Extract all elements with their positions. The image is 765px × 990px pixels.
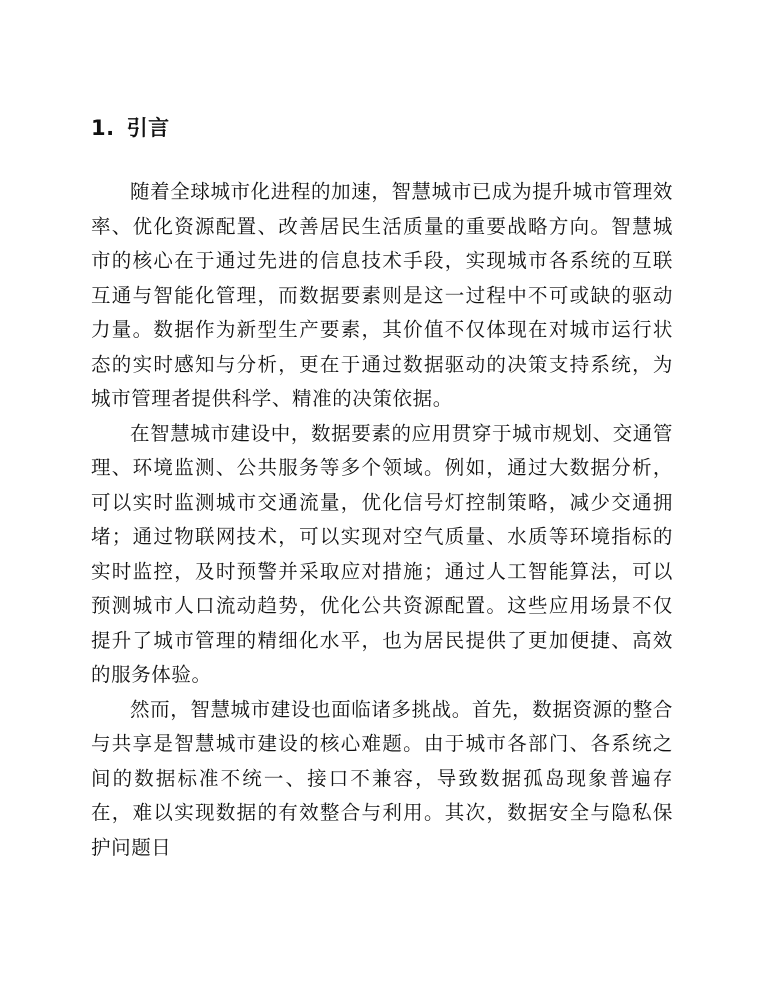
section-heading bbox=[91, 108, 673, 148]
paragraph-2: 在智慧城市建设中，数据要素的应用贯穿于城市规划、交通管理、环境监测、公共服务等多个领域。例如，通过大数据分析，可以实时监测城市交通流量，优化信号灯控制策略，减少交通拥堵；通过物联网技术，可以实现对空气质量、水质等环境指标的实时监控，及时预警并采取应对措施；通过人工智能算法，可以预测城市人口流动趋势，优化公共资源配置。这些应用场景不仅提升了城市管理的精细化水平，也为居民提供了更加便捷、高效的服务体验。 bbox=[91, 421, 673, 686]
section-title: 引言 bbox=[126, 116, 170, 140]
paragraph-1: 随着全球城市化进程的加速，智慧城市已成为提升城市管理效率、优化资源配置、改善居民生活质量的重要战略方向。智慧城市的核心在于通过先进的信息技术手段，实现城市各系统的互联互通与智能化管理，而数据要素则是这一过程中不可或缺的驱动力量。数据作为新型生产要素，其价值不仅体现在对城市运行状态的实时感知与分析，更在于通过数据驱动的决策支持系统，为城市管理者提供科学、精准的决策依据。 bbox=[91, 180, 673, 410]
section-number: 1. bbox=[91, 116, 115, 140]
paragraph-3: 然而，智慧城市建设也面临诸多挑战。首先，数据资源的整合与共享是智慧城市建设的核心难题。由于城市各部门、各系统之间的数据标准不统一、接口不兼容，导致数据孤岛现象普遍存在，难以实现数据的有效整合与利用。其次，数据安全与隐私保护问题日 bbox=[91, 697, 673, 859]
document-body bbox=[91, 108, 673, 865]
